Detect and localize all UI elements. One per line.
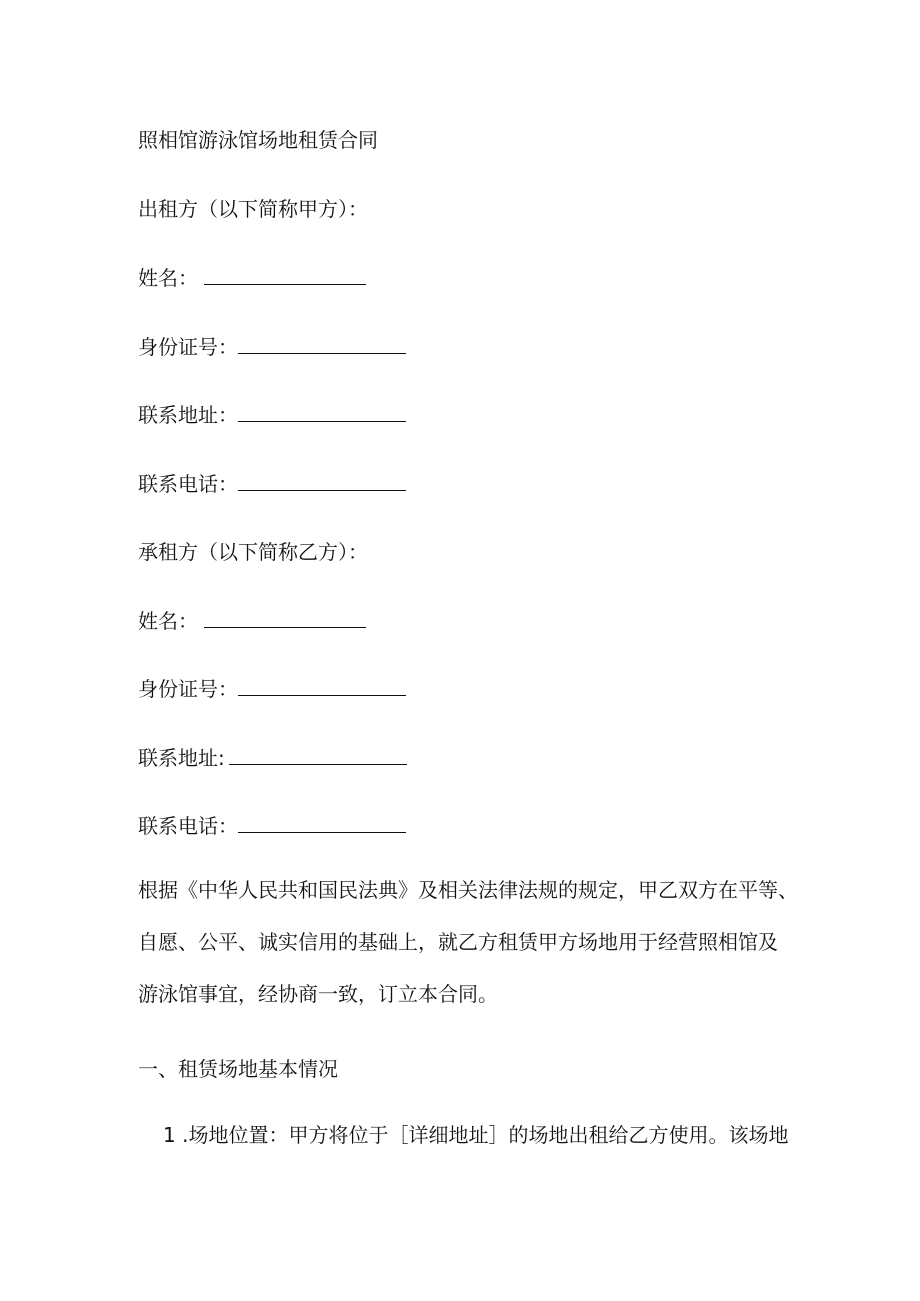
lessee-address-label: 联系地址:	[138, 746, 225, 770]
lessee-address-blank[interactable]	[229, 744, 407, 765]
lessee-id-label: 身份证号：	[138, 677, 238, 701]
lessor-id-row	[138, 333, 406, 361]
lessee-phone-label: 联系电话：	[138, 814, 238, 838]
lessee-name-row	[138, 607, 366, 635]
lessee-phone-blank[interactable]	[238, 812, 406, 833]
lessee-phone-row	[138, 812, 406, 840]
preamble-line: 根据《中华人民共和国民法典》及相关法律法规的规定，甲乙双方在平等、	[138, 878, 798, 902]
lessor-address-label: 联系地址：	[138, 403, 238, 427]
lessor-id-label: 身份证号：	[138, 335, 238, 359]
preamble-line: 游泳馆事宜，经协商一致，订立本合同。	[138, 982, 498, 1006]
lessor-name-label: 姓名：	[138, 266, 198, 290]
lessee-name-label: 姓名：	[138, 609, 198, 633]
lessee-id-row	[138, 675, 406, 703]
lessor-address-row	[138, 401, 406, 429]
lessee-id-blank[interactable]	[238, 675, 406, 696]
lessor-heading: 出租方（以下简称甲方）：	[138, 197, 368, 221]
section-1-heading: 一、租赁场地基本情况	[138, 1057, 338, 1081]
lessor-phone-row	[138, 470, 406, 498]
lessee-name-blank[interactable]	[204, 607, 366, 628]
preamble-line: 自愿、公平、诚实信用的基础上，就乙方租赁甲方场地用于经营照相馆及	[138, 930, 778, 954]
lessor-id-blank[interactable]	[238, 333, 406, 354]
lessee-heading: 承租方（以下简称乙方）：	[138, 540, 368, 564]
lessee-address-row	[138, 744, 407, 772]
document-title: 照相馆游泳馆场地租赁合同	[138, 128, 378, 152]
section-1-item-1: 1 .场地位置：甲方将位于［详细地址］的场地出租给乙方使用。该场地	[163, 1123, 789, 1147]
preamble-paragraph	[138, 864, 798, 1020]
lessor-address-blank[interactable]	[238, 401, 406, 422]
lessor-phone-label: 联系电话：	[138, 472, 238, 496]
lessor-name-row	[138, 264, 366, 292]
lessor-name-blank[interactable]	[204, 264, 366, 285]
lessor-phone-blank[interactable]	[238, 470, 406, 491]
